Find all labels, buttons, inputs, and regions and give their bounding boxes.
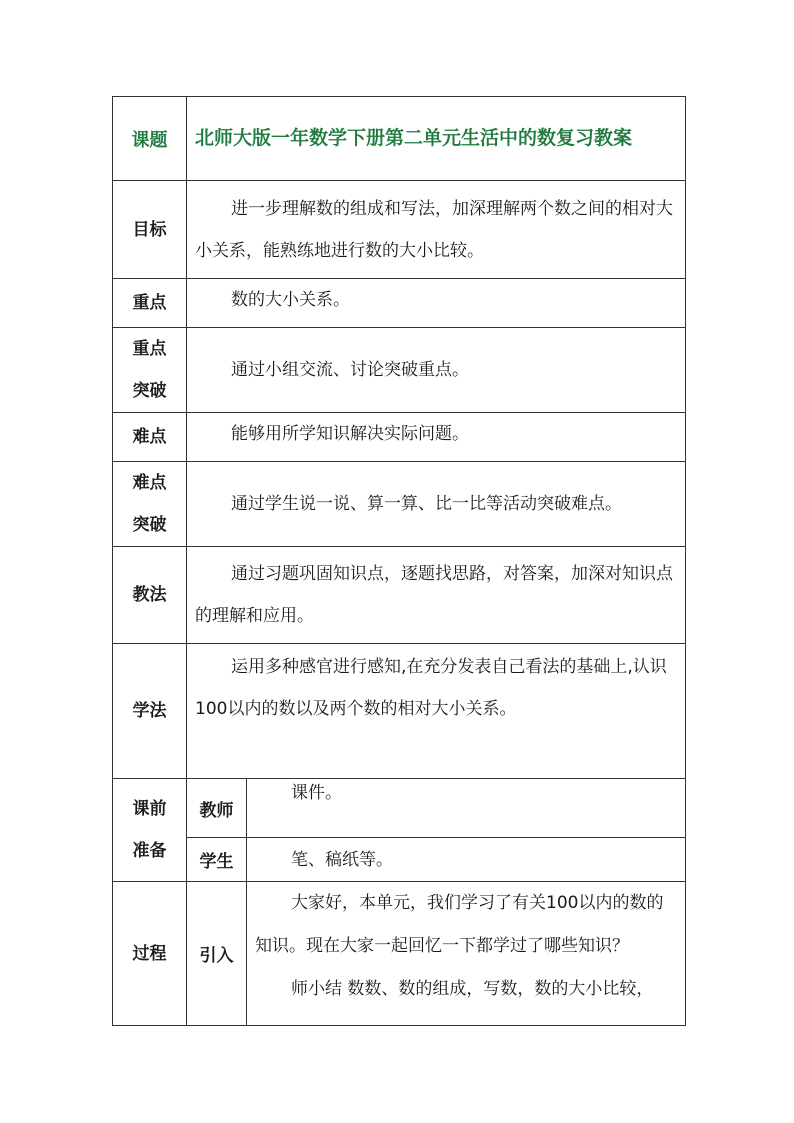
key-point-text: 数的大小关系。 (187, 279, 686, 328)
learning-method-text: 运用多种感官进行感知,在充分发表自己看法的基础上,认识100以内的数以及两个数的相对大小关系。 (187, 644, 686, 779)
lesson-plan-table (112, 96, 686, 1026)
difficulty-breakthrough-label (113, 462, 187, 547)
difficulty-label: 难点 (113, 413, 187, 462)
row-prep-teacher (113, 779, 686, 838)
process-paragraph-2: 师小结 数数、数的组成，写数，数的大小比较， (291, 979, 654, 999)
difficulty-text: 能够用所学知识解决实际问题。 (187, 413, 686, 462)
preparation-label-line1: 课前 (132, 799, 167, 819)
row-difficulty (113, 413, 686, 462)
process-paragraph-1: 大家好，本单元，我们学习了有关100以内的数的知识。现在大家一起回忆一下都学过了哪些知识？ (255, 893, 664, 956)
difficulty-breakthrough-label-line2: 突破 (132, 515, 167, 535)
row-title (113, 97, 686, 181)
row-key-breakthrough (113, 328, 686, 413)
key-breakthrough-label-line1: 重点 (132, 339, 167, 359)
row-teaching-method (113, 547, 686, 644)
goal-text: 进一步理解数的组成和写法，加深理解两个数之间的相对大小关系，能熟练地进行数的大小比较。 (187, 181, 686, 279)
key-point-label: 重点 (113, 279, 187, 328)
row-prep-student (113, 838, 686, 882)
process-label: 过程 (113, 882, 187, 1026)
row-goal (113, 181, 686, 279)
row-difficulty-breakthrough (113, 462, 686, 547)
difficulty-breakthrough-label-line1: 难点 (132, 473, 167, 493)
title-label: 课题 (113, 97, 187, 181)
learning-method-label: 学法 (113, 644, 187, 779)
row-process (113, 882, 686, 1026)
key-breakthrough-label (113, 328, 187, 413)
goal-label: 目标 (113, 181, 187, 279)
teacher-label: 教师 (187, 779, 247, 838)
row-key-point (113, 279, 686, 328)
student-label: 学生 (187, 838, 247, 882)
row-learning-method (113, 644, 686, 779)
teaching-method-label: 教法 (113, 547, 187, 644)
difficulty-breakthrough-text: 通过学生说一说、算一算、比一比等活动突破难点。 (187, 462, 686, 547)
process-content (247, 882, 686, 1026)
student-text: 笔、稿纸等。 (247, 838, 686, 882)
title-text: 北师大版一年数学下册第二单元生活中的数复习教案 (187, 97, 686, 181)
teacher-text: 课件。 (247, 779, 686, 838)
intro-label: 引入 (187, 882, 247, 1026)
preparation-label-line2: 准备 (132, 841, 167, 861)
key-breakthrough-label-line2: 突破 (132, 381, 167, 401)
teaching-method-text: 通过习题巩固知识点，逐题找思路，对答案，加深对知识点的理解和应用。 (187, 547, 686, 644)
preparation-label (113, 779, 187, 882)
key-breakthrough-text: 通过小组交流、讨论突破重点。 (187, 328, 686, 413)
